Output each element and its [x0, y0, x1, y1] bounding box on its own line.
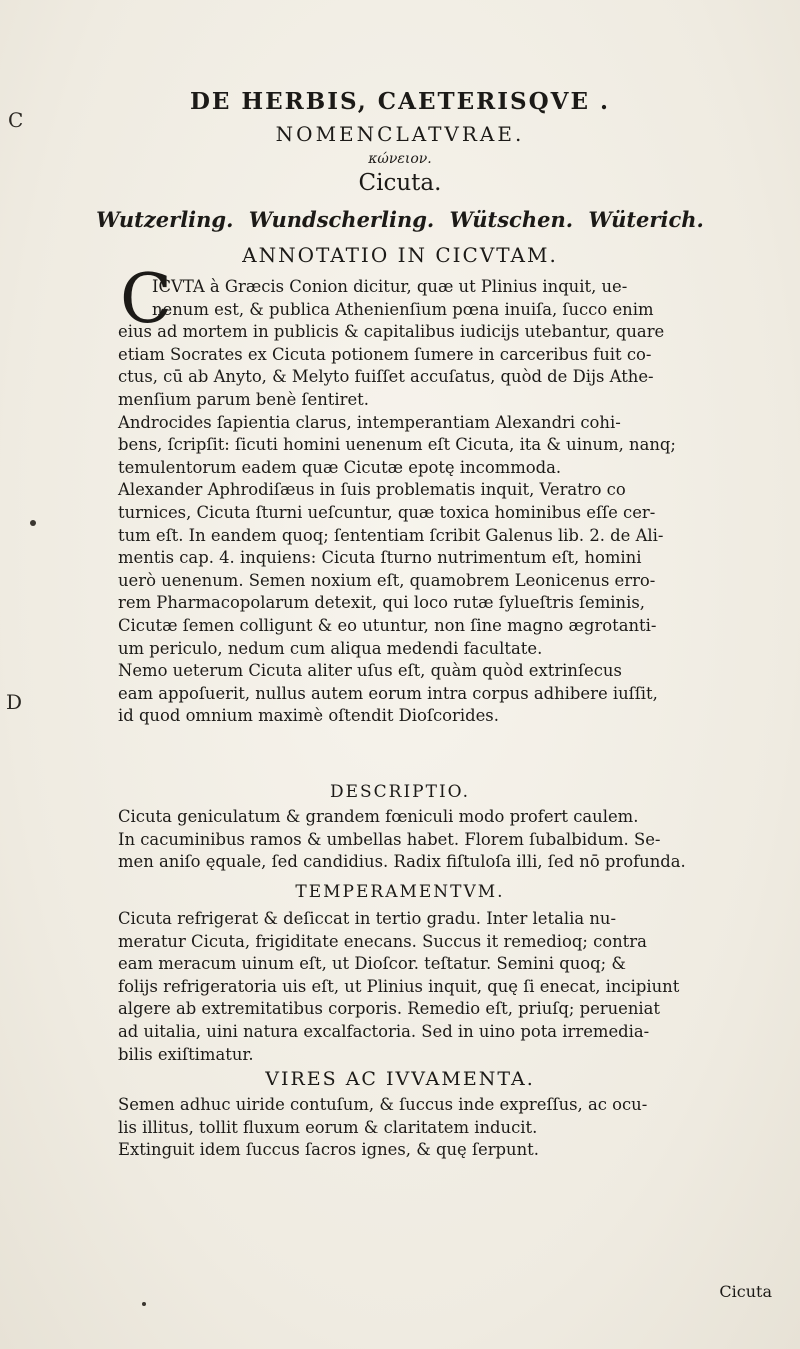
text-line: folijs refrigeratoria uis eſt, ut Plinius inquit, quę ſi enecat, incipiunt	[118, 976, 680, 996]
ink-speck	[30, 520, 36, 526]
text-line: Cicuta refrigerat & deſiccat in tertio gradu. Inter letalia nu-	[118, 909, 616, 928]
text-line: ctus, cū ab Anyto, & Melyto fuiſſet accuſatus, quòd de Dijs Athe-	[118, 367, 654, 387]
text-line: um periculo, nedum cum aliqua medendi facultate.	[118, 638, 543, 658]
text-line: eam appoſuerit, nullus autem eorum intra corpus adhibere iuſſit,	[118, 683, 658, 703]
text-line: id quod omnium maximè oſtendit Dioſcorides.	[118, 706, 499, 726]
temperamentum-body	[118, 908, 790, 1066]
margin-letter-c: C	[8, 108, 24, 132]
text-line: mentis cap. 4. inquiens: Cicuta ſturno nutrimentum eſt, homini	[118, 548, 642, 568]
text-line: Alexander Aphrodiſæus in ſuis problematis inquit, Veratro co	[118, 480, 626, 500]
text-line: algere ab extremitatibus corporis. Remedio eſt, priuſq; perueniat	[118, 999, 661, 1019]
text-line: Extinguit idem ſuccus ſacros ignes, & quę ſerpunt.	[118, 1140, 539, 1160]
text-line: meratur Cicuta, frigiditate enecans. Succus it remedioq; contra	[118, 931, 647, 951]
text-line: nenum est, & publica Athenienſium pœna inuiſa, ſucco enim	[152, 299, 654, 319]
text-line: turnices, Cicuta ſturni ueſcuntur, quæ toxica hominibus eſſe cer-	[118, 502, 656, 522]
descriptio-heading: DESCRIPTIO.	[329, 782, 471, 802]
ink-speck	[142, 1302, 146, 1306]
annotation-heading: ANNOTATIO IN CICVTAM.	[242, 243, 558, 267]
text-line: uerò uenenum. Semen noxium eſt, quamobrem Leonicenus erro-	[118, 570, 656, 590]
text-line: eius ad mortem in publicis & capitalibus iudicijs utebantur, quare	[118, 322, 665, 342]
text-line: eam meracum uinum eſt, ut Dioſcor. teſtatur. Semini quoq; &	[118, 954, 626, 974]
text-line: lis illitus, tollit fluxum eorum & claritatem inducit.	[118, 1117, 538, 1137]
text-line: Nemo ueterum Cicuta aliter uſus eſt, quàm quòd extrinſecus	[118, 661, 622, 681]
text-line: Cicutæ ſemen colligunt & eo utuntur, non ſine magno ægrotanti-	[118, 615, 657, 635]
text-line: In cacuminibus ramos & umbellas habet. Florem ſubalbidum. Se-	[118, 829, 661, 849]
text-line: tum eſt. In eandem quoq; ſententiam ſcribit Galenus lib. 2. de Ali-	[118, 525, 664, 545]
text-line: etiam Socrates ex Cicuta potionem ſumere in carceribus fuit co-	[118, 344, 652, 364]
margin-letter-d: D	[6, 690, 23, 714]
annotation-body	[118, 276, 790, 728]
temperamentum-heading: TEMPERAMENTVM.	[295, 882, 505, 902]
text-line: rem Pharmacopolarum detexit, qui loco rutæ ſylueſtris ſeminis,	[118, 593, 645, 613]
text-line: Cicuta geniculatum & grandem fœniculi modo profert caulem.	[118, 807, 639, 826]
latin-name: Cicuta.	[358, 170, 442, 196]
text-line: bilis exiſtimatur.	[118, 1044, 254, 1064]
text-line: bens, ſcripſit: ſicuti homini uenenum eſt Cicuta, ita & uinum, nanq;	[118, 435, 676, 455]
catchword: Cicuta	[719, 1282, 772, 1301]
german-names: Wutzerling. Wundscherling. Wütschen. Wüterich.	[96, 207, 704, 232]
running-head: DE HERBIS, CAETERISQVE .	[189, 88, 611, 115]
text-line: Androcides ſapientia clarus, intemperantiam Alexandri cohi-	[118, 412, 621, 432]
text-line: Semen adhuc uiride contuſum, & ſuccus inde expreſſus, ac ocu-	[118, 1095, 648, 1114]
greek-name: κώνειον.	[368, 151, 432, 167]
drop-cap: C	[120, 260, 173, 339]
text-line: ICVTA à Græcis Conion dicitur, quæ ut Plinius inquit, ue-	[152, 277, 628, 296]
text-line: menſium parum benè ſentiret.	[118, 389, 369, 409]
vires-body	[118, 1094, 790, 1162]
text-line: temulentorum eadem quæ Cicutæ epotę incommoda.	[118, 457, 562, 477]
vires-heading: VIRES AC IVVAMENTA.	[265, 1068, 535, 1090]
text-line: men aniſo ęquale, ſed candidius. Radix fiſtuloſa illi, ſed nō profunda.	[118, 852, 686, 872]
descriptio-body	[118, 806, 790, 874]
text-line: ad uitalia, uini natura excalfactoria. Sed in uino pota irremedia-	[118, 1021, 650, 1041]
nomenclature-heading: NOMENCLATVRAE.	[275, 122, 525, 146]
